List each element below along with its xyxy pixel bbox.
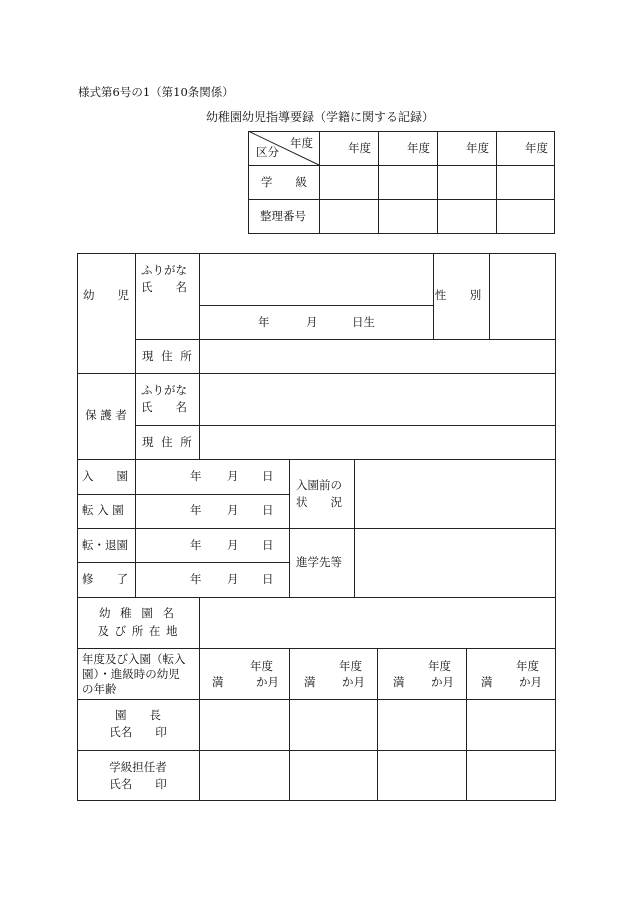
teacher-label-line1: 学級担任者 bbox=[109, 760, 167, 775]
transfer-in-date-label: 転 入 園 bbox=[82, 503, 124, 517]
class-row-label: 学 級 bbox=[261, 175, 307, 189]
year-column-2: 年度 bbox=[407, 141, 430, 155]
age-col2-year: 年度 bbox=[339, 659, 362, 673]
transfer-in-day: 日 bbox=[262, 503, 274, 517]
teacher-label-line2: 氏名 印 bbox=[109, 777, 167, 792]
age-label-line3: の年齢 bbox=[82, 682, 117, 696]
age-label-line2: 園）・進級時の幼児 bbox=[82, 667, 180, 681]
principal-label-line1: 園 長 bbox=[115, 708, 161, 723]
age-col3-full: 満 bbox=[393, 675, 405, 689]
age-col1-full: 満 bbox=[212, 675, 224, 689]
completion-date-label: 修 了 bbox=[82, 572, 128, 586]
transfer-in-month: 月 bbox=[227, 503, 239, 517]
child-furigana-label: ふりがな bbox=[141, 263, 187, 277]
guardian-label: 保 護 者 bbox=[85, 408, 127, 423]
age-col4-full: 満 bbox=[481, 675, 493, 689]
admission-date-label: 入 園 bbox=[82, 469, 128, 483]
completion-month: 月 bbox=[227, 572, 239, 586]
age-col3-month: か月 bbox=[431, 675, 454, 689]
next-school-label: 進学先等 bbox=[296, 555, 342, 569]
principal-label-line2: 氏名 印 bbox=[109, 725, 167, 740]
birth-year-label: 年 bbox=[258, 315, 270, 329]
withdrawal-month: 月 bbox=[227, 538, 239, 552]
birth-day-label: 日生 bbox=[352, 315, 375, 329]
form-number: 様式第6号の1（第10条関係） bbox=[78, 85, 234, 99]
school-name-label-line1: 幼 稚 園 名 bbox=[99, 606, 177, 621]
age-col4-year: 年度 bbox=[516, 659, 539, 673]
admission-year: 年 bbox=[190, 469, 202, 483]
age-col3-year: 年度 bbox=[428, 659, 451, 673]
age-col4-month: か月 bbox=[519, 675, 542, 689]
gender-label: 性 別 bbox=[434, 288, 488, 303]
year-column-4: 年度 bbox=[525, 141, 548, 155]
completion-day: 日 bbox=[262, 572, 274, 586]
year-header-label: 年度 bbox=[290, 136, 313, 150]
transfer-in-year: 年 bbox=[190, 503, 202, 517]
division-label: 区分 bbox=[256, 145, 279, 159]
age-col1-month: か月 bbox=[256, 675, 279, 689]
age-col1-year: 年度 bbox=[250, 659, 273, 673]
guardian-name-label: 氏 名 bbox=[141, 400, 187, 414]
age-col2-month: か月 bbox=[342, 675, 365, 689]
pre-admission-label-line2: 状 況 bbox=[296, 495, 342, 509]
withdrawal-day: 日 bbox=[262, 538, 274, 552]
register-number-row-label: 整理番号 bbox=[260, 209, 306, 223]
admission-day: 日 bbox=[262, 469, 274, 483]
age-label-line1: 年度及び入園（転入 bbox=[82, 652, 186, 666]
school-name-label-line2: 及 び 所 在 地 bbox=[97, 624, 179, 639]
withdrawal-year: 年 bbox=[190, 538, 202, 552]
birth-month-label: 月 bbox=[306, 315, 318, 329]
year-column-3: 年度 bbox=[466, 141, 489, 155]
year-column-1: 年度 bbox=[348, 141, 371, 155]
admission-month: 月 bbox=[227, 469, 239, 483]
guardian-furigana-label: ふりがな bbox=[141, 383, 187, 397]
page-title: 幼稚園幼児指導要録（学籍に関する記録） bbox=[206, 110, 435, 124]
pre-admission-label-line1: 入園前の bbox=[296, 478, 342, 492]
child-label: 幼 児 bbox=[83, 288, 129, 303]
guardian-address-label: 現 住 所 bbox=[142, 435, 194, 449]
age-col2-full: 満 bbox=[304, 675, 316, 689]
child-name-label: 氏 名 bbox=[141, 280, 187, 294]
withdrawal-date-label: 転・退園 bbox=[82, 538, 128, 552]
completion-year: 年 bbox=[190, 572, 202, 586]
child-address-label: 現 住 所 bbox=[142, 349, 194, 363]
